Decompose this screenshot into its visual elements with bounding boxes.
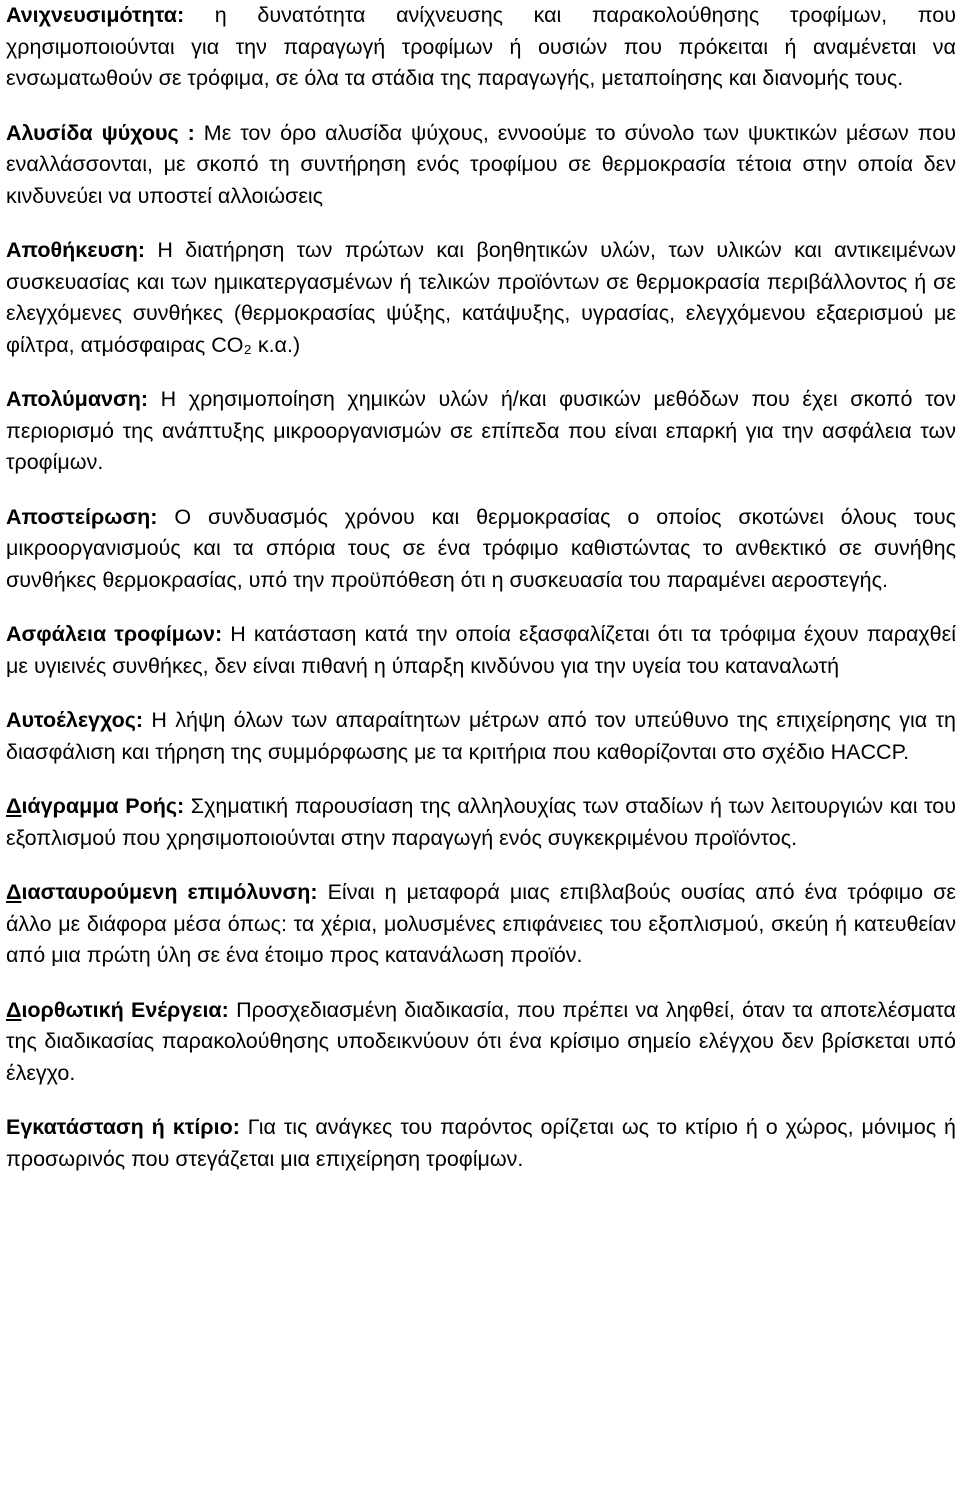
glossary-definition: Η λήψη όλων των απαραίτητων μέτρων από τον υπεύθυνο της επιχείρησης για τη διασφάλιση και τήρηση της συμμόρφωσης με τα κριτήρια που καθορίζονται στο σχέδιο HACCP. xyxy=(6,708,956,764)
glossary-term: Διάγραμμα Ροής: xyxy=(6,794,185,818)
glossary-term: Εγκατάσταση ή κτίριο: xyxy=(6,1115,240,1139)
glossary-definition: Είναι η μεταφορά μιας επιβλαβούς ουσίας από ένα τρόφιμο σε άλλο με διάφορα μέσα όπως: τα χέρια, μολυσμένες επιφάνειες του εξοπλισμού, σκεύη ή κατευθείαν από μια πρώτη ύλη σε ένα έτοιμο προς κατανάλωση προϊόν. xyxy=(6,880,956,967)
glossary-entry-food-safety xyxy=(6,619,956,682)
glossary-term: Διορθωτική Ενέργεια: xyxy=(6,997,229,1022)
glossary-definition: Η χρησιμοποίηση χημικών υλών ή/και φυσικών μεθόδων που έχει σκοπό τον περιορισμό της ανάπτυξης μικροοργανισμών σε επίπεδα που είναι επαρκή για την ασφάλεια των τροφίμων. xyxy=(6,387,956,474)
glossary-term: Ανιχνευσιμότητα: xyxy=(6,3,185,27)
glossary-definition: Για τις ανάγκες του παρόντος ορίζεται ως το κτίριο ή ο χώρος, μόνιμος ή προσωρινός που στεγάζεται μια επιχείρηση τροφίμων. xyxy=(6,1115,956,1171)
glossary-definition: Ο συνδυασμός χρόνου και θερμοκρασίας ο οποίος σκοτώνει όλους τους μικροοργανισμούς και τα σπόρια τους σε ένα τρόφιμο καθιστώντας το ανθεκτικό σε συνήθης συνθήκες θερμοκρασίας, υπό την προϋπόθεση ότι η συσκευασία του παραμένει αεροστεγής. xyxy=(6,504,956,592)
glossary-definition: Η κατάσταση κατά την οποία εξασφαλίζεται ότι τα τρόφιμα έχουν παραχθεί με υγιεινές συνθήκες, δεν είναι πιθανή η ύπαρξη κινδύνου για την υγεία του καταναλωτή xyxy=(6,622,956,678)
glossary-term: Ασφάλεια τροφίμων: xyxy=(6,622,223,646)
glossary-term: Απολύμανση: xyxy=(6,387,148,411)
glossary-entry-cold-chain xyxy=(6,118,956,213)
glossary-entry-facility xyxy=(6,1112,956,1175)
glossary-term: Αποθήκευση: xyxy=(6,238,145,262)
glossary-definition: Προσχεδιασμένη διαδικασία, που πρέπει να ληφθεί, όταν τα αποτελέσματα της διαδικασίας παρακολούθησης υποδεικνύουν ότι ένα κρίσιμο σημείο ελέγχου δεν βρίσκεται υπό έλεγχο. xyxy=(6,997,956,1085)
glossary-term: Αποστείρωση: xyxy=(6,504,158,529)
glossary-definition: Με τον όρο αλυσίδα ψύχους, εννοούμε το σύνολο των ψυκτικών μέσων που εναλλάσσονται, με σκοπό τη συντήρηση ενός τροφίμου σε θερμοκρασία τέτοια στην οποία δεν κινδυνεύει να υποστεί αλλοιώσεις xyxy=(6,120,956,208)
glossary-entry-traceability xyxy=(6,0,956,95)
glossary-term: Αυτοέλεγχος: xyxy=(6,708,144,732)
glossary-entry-cross-contamination xyxy=(6,877,956,972)
glossary-entry-sterilization xyxy=(6,502,956,597)
glossary-term: Διασταυρούμενη επιμόλυνση: xyxy=(6,880,318,904)
glossary-entry-storage xyxy=(6,235,956,361)
glossary-entry-corrective-action xyxy=(6,995,956,1090)
glossary-page xyxy=(6,0,956,1198)
glossary-entry-flow-diagram xyxy=(6,791,956,854)
glossary-definition: η δυνατότητα ανίχνευσης και παρακολούθησης τροφίμων, που χρησιμοποιούνται για την παραγωγή τροφίμων ή ουσιών που πρόκειται ή αναμένεται να ενσωματωθούν σε τρόφιμα, σε όλα τα στάδια της παραγωγής, μεταποίησης και διανομής τους. xyxy=(6,3,956,90)
glossary-entry-disinfection xyxy=(6,384,956,479)
glossary-definition: Σχηματική παρουσίαση της αλληλουχίας των σταδίων ή των λειτουργιών και του εξοπλισμού που χρησιμοποιούνται στην παραγωγή ενός συγκεκριμένου προϊόντος. xyxy=(6,794,956,850)
glossary-definition: Η διατήρηση των πρώτων και βοηθητικών υλών, των υλικών και αντικειμένων συσκευασίας και των ημικατεργασμένων ή τελικών προϊόντων σε θερμοκρασία περιβάλλοντος ή σε ελεγχόμενες συνθήκες (θερμοκρασίας ψύξης, κατάψυξης, υγρασίας, ελεγχόμενου εξαερισμού με φίλτρα, ατμόσφαιρας CO₂ κ.α.) xyxy=(6,238,956,357)
glossary-term: Αλυσίδα ψύχους : xyxy=(6,120,195,145)
glossary-entry-self-inspection xyxy=(6,705,956,768)
